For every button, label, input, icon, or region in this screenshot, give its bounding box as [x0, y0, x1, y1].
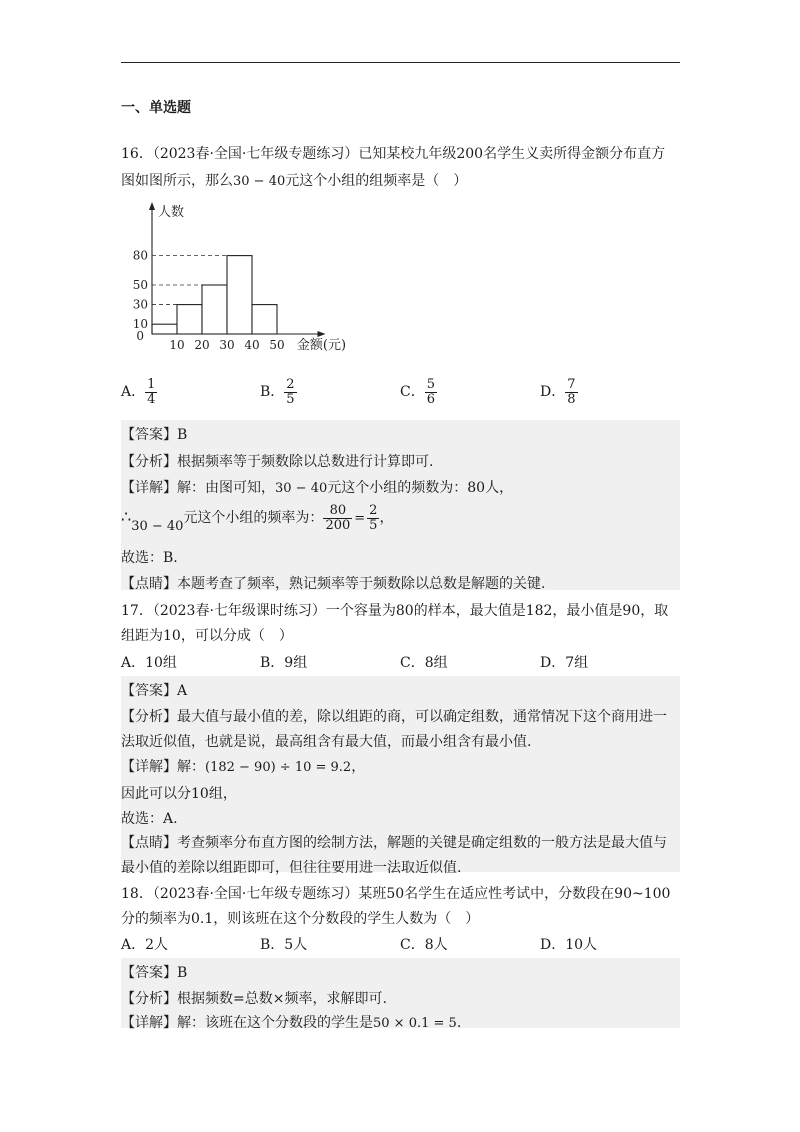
q16-stem-line2: 图如图所示，那么30 − 40元这个小组的组频率是（ ）: [121, 173, 468, 189]
q17-option-b[interactable]: B．9组: [260, 655, 308, 671]
histogram-bar: [227, 256, 252, 334]
x-axis-arrow: [318, 331, 326, 337]
q17-detail: 【详解】解：(182 − 90) ÷ 10 = 9.2，: [121, 759, 366, 775]
q16-analysis: 【分析】根据频率等于频数除以总数进行计算即可.: [121, 454, 434, 470]
y-axis-arrow: [149, 202, 155, 210]
x-tick-label: 10: [169, 338, 185, 352]
q17-comment-line1: 【点睛】考查频率分布直方图的绘制方法，解题的关键是确定组数的一般方法是最大值与: [121, 835, 667, 851]
q16-frequency-line: ∴30 − 40元这个小组的频率为： $\frac{80}{200}$ = $\frac{2}{5}$ ，: [121, 503, 394, 535]
q17-choose: 故选：A.: [121, 811, 178, 827]
y-tick-label: 80: [132, 248, 148, 263]
q17-analysis-line2: 法取近似值，也就是说，最高组含有最大值，而最小组含有最小值.: [121, 734, 532, 750]
q18-option-d[interactable]: D．10人: [540, 937, 598, 953]
y-tick-label: 30: [132, 297, 148, 312]
q17-option-a[interactable]: A．10组: [121, 655, 177, 671]
section-title: 一、单选题: [121, 100, 191, 116]
q17-analysis-line1: 【分析】最大值与最小值的差，除以组距的商，可以确定组数，通常情况下这个商用进一: [121, 709, 667, 725]
q16-option-a[interactable]: A． $\frac{1}{4}$: [121, 377, 156, 407]
q16-choose: 故选：B.: [121, 550, 178, 566]
q17-answer: 【答案】A: [121, 683, 188, 699]
q18-stem-line2: 分的频率为0.1，则该班在这个分数段的学生人数为（ ）: [121, 911, 480, 927]
x-tick-label: 30: [219, 338, 235, 352]
q18-analysis: 【分析】根据频数=总数×频率，求解即可.: [121, 991, 387, 1007]
y-tick-label: 10: [132, 317, 148, 332]
q17-groups: 因此可以分10组，: [121, 786, 237, 802]
q17-option-c[interactable]: C．8组: [400, 655, 448, 671]
q17-option-d[interactable]: D．7组: [540, 655, 589, 671]
q16-stem-line1: 16．（2023春·全国·七年级专题练习）已知某校九年级200名学生义卖所得金额分布直方: [121, 146, 666, 162]
q16-range: 30 − 40: [233, 174, 286, 189]
histogram-bar: [252, 305, 277, 334]
header-rule: [121, 62, 680, 63]
q16-answer: 【答案】B: [121, 427, 188, 443]
q16-option-d[interactable]: D． $\frac{7}{8}$: [540, 377, 576, 407]
x-axis-label: 金额(元): [296, 338, 347, 353]
q18-option-b[interactable]: B．5人: [260, 937, 308, 953]
histogram-bar: [152, 324, 177, 334]
q18-option-a[interactable]: A．2人: [121, 937, 169, 953]
histogram-bar: [202, 285, 227, 334]
q17-stem-line2: 组距为10，可以分成（ ）: [121, 628, 293, 644]
q16-option-b[interactable]: B． $\frac{2}{5}$: [260, 377, 295, 407]
y-axis-label: 人数: [158, 205, 185, 220]
q16-detail: 【详解】解：由图可知，30 − 40元这个小组的频数为：80人，: [121, 480, 514, 496]
y-tick-label: 50: [132, 278, 148, 292]
histogram-bar: [177, 305, 202, 334]
q16-comment: 【点睛】本题考查了频率，熟记频率等于频数除以总数是解题的关键.: [121, 576, 546, 592]
origin-label: 0: [136, 329, 144, 343]
histogram-chart: [125, 198, 365, 358]
q18-option-c[interactable]: C．8人: [400, 937, 448, 953]
q18-detail: 【详解】解：该班在这个分数段的学生是50 × 0.1 = 5.: [121, 1015, 462, 1031]
q18-answer: 【答案】B: [121, 965, 188, 981]
q18-stem-line1: 18．（2023春·全国·七年级专题练习）某班50名学生在适应性考试中，分数段在90~100: [121, 886, 671, 902]
q17-comment-line2: 最小值的差除以组距即可，但往往要用进一法取近似值.: [121, 860, 462, 876]
x-tick-label: 50: [269, 338, 285, 352]
x-tick-label: 40: [244, 338, 260, 352]
q17-stem-line1: 17．（2023春·七年级课时练习）一个容量为80的样本，最大值是182，最小值是90，取: [121, 603, 669, 619]
q16-option-c[interactable]: C． $\frac{5}{6}$: [400, 377, 435, 407]
x-tick-label: 20: [194, 338, 210, 352]
